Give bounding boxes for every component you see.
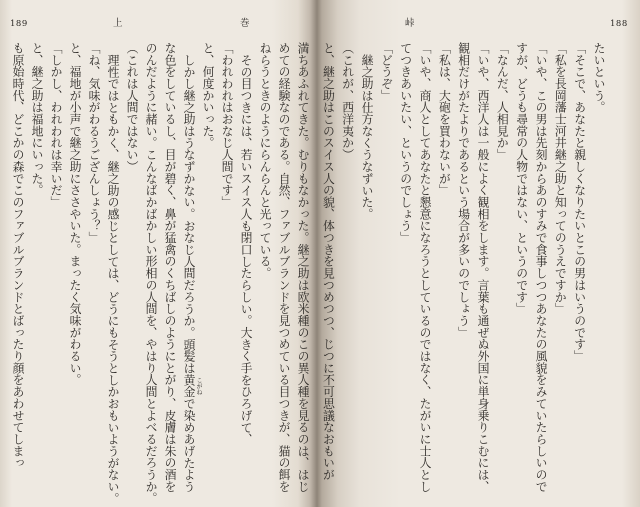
text-line: （これは人間ではない） xyxy=(125,42,139,173)
text-line: 「なんだ、人相見か」 xyxy=(495,42,510,161)
text-line: 観相だけがたよりであるという場合が多いのでしょう」 xyxy=(456,42,471,339)
text-line: 「われわれはおなじ人間です」 xyxy=(220,42,234,208)
text-line: 満ちあふれてきた。むりもなかった。継之助は欧米種のこの異人種を見るのは、はじ xyxy=(296,42,310,493)
text-line: めての経験なのである。自然、ファブルブランドを見つめている目つきが、猫の餌を xyxy=(277,42,291,493)
ruby-annotation: こがね xyxy=(195,377,202,395)
running-head-left-2: 巻 xyxy=(240,18,251,29)
text-line: 「私は、大砲を買わないが」 xyxy=(437,42,452,197)
text-line: たいという。 xyxy=(592,42,606,114)
text-line: 継之助は仕方なくうなずいた。 xyxy=(360,53,375,220)
text-line: 「いや、商人としてあなたと懇意になろうとしているのではなく、たがいに士人とし xyxy=(418,42,433,493)
text-line: と、継之助はこのスイス人の貌、体つきを見つめつつ、じつに不可思議なおもいが xyxy=(321,42,336,481)
text-line: 「どうぞ」 xyxy=(379,42,394,102)
text-line: と、継之助は福地にいった。 xyxy=(30,42,44,197)
text-line: てつきあいたい、というのでしょう」 xyxy=(398,42,413,244)
text-line: と、何度かいった。 xyxy=(201,42,215,149)
text-line: 「私を長岡藩士河井継之助と知ってのうえですか」 xyxy=(553,42,568,315)
left-page-text xyxy=(8,42,312,505)
text-line: すが、どうも尋常の人物ではない、というのです」 xyxy=(514,42,529,315)
text-line: 「しかし、われわれは幸いだ」 xyxy=(49,42,63,208)
text-line: 「そこで、あなたと親しくなりたいとこの男はいうのです」 xyxy=(572,42,587,362)
running-head-right: 峠 xyxy=(405,18,416,29)
text-line: 「ね、気味がわるうござんしょう？」 xyxy=(87,42,101,244)
text-line: 「いや、この男は先刻からあのすみで食事しつつあなたの風貌をみていたらしいので xyxy=(534,42,549,493)
running-head-left-1: 上 xyxy=(113,18,124,29)
text-line: な色をしているし、目が碧く、鼻が猛禽のくちばしのようにとがり、皮膚は朱の酒を xyxy=(163,42,177,493)
page-number-left: 189 xyxy=(10,19,28,29)
page-number-right: 188 xyxy=(610,19,628,29)
text-line: 理性ではともかく、継之助の感じとしては、どうにもそうとしかおもいようがない。 xyxy=(106,53,120,505)
text-line: （これが、西洋夷か） xyxy=(340,42,355,161)
text-line: と、福地が小声で継之助にささやいた。まったく気味がわるい。 xyxy=(68,42,82,386)
text-line: も原始時代、どこかの森でこのファブルブランドとばったり顔をあわせてしまっ xyxy=(11,42,25,469)
text-line: ねらうときのようにらんらんと光っている。 xyxy=(258,42,272,279)
text-line: しかし継之助はうなずかない。おなじ人間だろうか。頭髪は黄金で染めあげたよう xyxy=(182,53,196,493)
text-line: 「いや、西洋人は一般によく観相をします。言葉も通ぜぬ外国に単身乗りこむには、 xyxy=(476,42,491,493)
text-line: その目つきには、若いスイス人も閉口したらしい。大きく手をひろげて、 xyxy=(239,53,253,445)
text-line: のんだように赭い。こんなばかばかしい形相の人間を、やはり人間とよべるだろうか。 xyxy=(144,42,158,505)
right-page-text xyxy=(318,42,608,505)
